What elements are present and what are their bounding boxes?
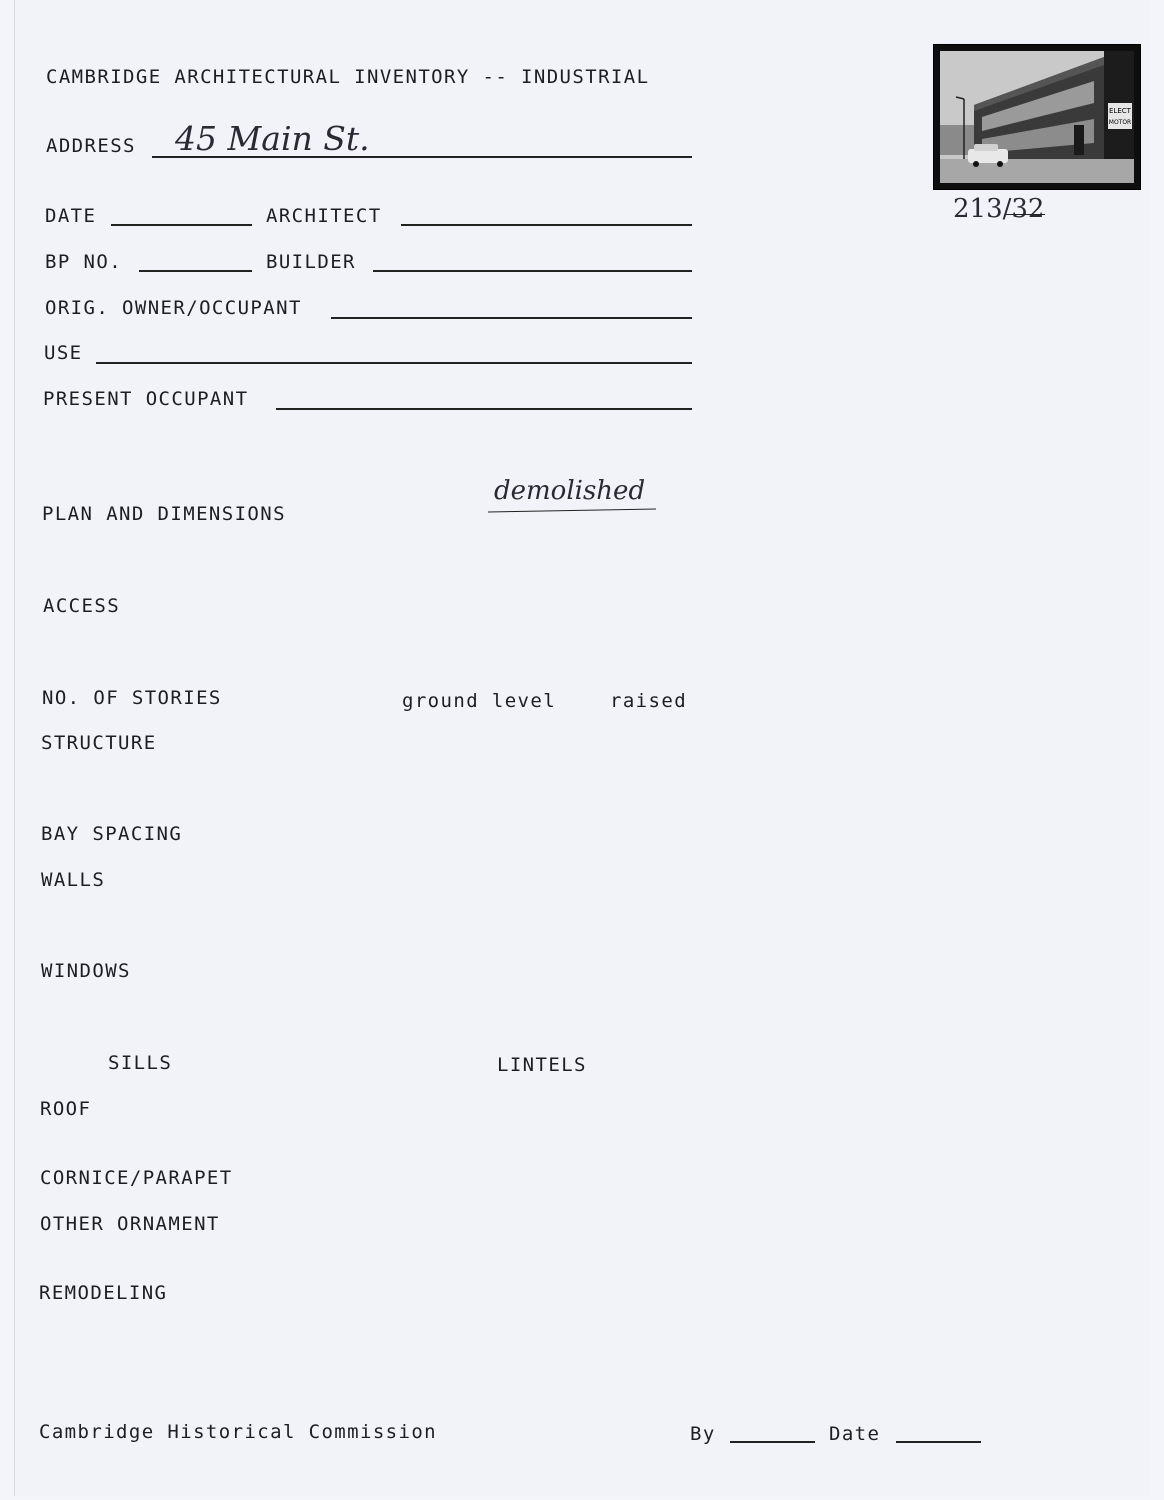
walls-label: WALLS bbox=[41, 869, 106, 891]
structure-label: STRUCTURE bbox=[41, 732, 157, 754]
orig-owner-line bbox=[331, 317, 692, 319]
roof-label: ROOF bbox=[40, 1098, 92, 1120]
stories-label: NO. OF STORIES bbox=[42, 687, 222, 709]
form-title: CAMBRIDGE ARCHITECTURAL INVENTORY -- INDUSTRIAL bbox=[46, 66, 650, 88]
builder-label: BUILDER bbox=[266, 251, 356, 273]
architect-line bbox=[401, 224, 692, 226]
remodeling-label: REMODELING bbox=[39, 1282, 168, 1304]
date-label: DATE bbox=[45, 205, 97, 227]
footer-date-line bbox=[896, 1441, 981, 1443]
use-line bbox=[96, 362, 692, 364]
plan-dimensions-label: PLAN AND DIMENSIONS bbox=[42, 503, 286, 525]
bp-number-label: BP NO. bbox=[45, 251, 123, 273]
windows-label: WINDOWS bbox=[41, 960, 131, 982]
photo-sign-text-2: MOTOR bbox=[1108, 119, 1132, 126]
address-label: ADDRESS bbox=[46, 135, 136, 157]
other-ornament-label: OTHER ORNAMENT bbox=[40, 1213, 220, 1235]
builder-line bbox=[373, 270, 692, 272]
sills-label: SILLS bbox=[108, 1052, 173, 1074]
demolished-note: demolished bbox=[494, 476, 646, 506]
bp-number-line bbox=[139, 270, 252, 272]
raised-label: raised bbox=[610, 690, 688, 712]
orig-owner-label: ORIG. OWNER/OCCUPANT bbox=[45, 297, 302, 319]
bay-spacing-label: BAY SPACING bbox=[41, 823, 183, 845]
access-label: ACCESS bbox=[43, 595, 121, 617]
architect-label: ARCHITECT bbox=[266, 205, 382, 227]
building-photo-image bbox=[934, 45, 1140, 189]
cornice-parapet-label: CORNICE/PARAPET bbox=[40, 1167, 233, 1189]
address-value: 45 Main St. bbox=[175, 119, 370, 158]
building-photo bbox=[933, 44, 1141, 190]
photo-sign-text: ELECT bbox=[1109, 107, 1131, 115]
lintels-label: LINTELS bbox=[497, 1054, 587, 1076]
ground-level-label: ground level bbox=[402, 690, 557, 712]
present-occupant-line bbox=[276, 408, 692, 410]
footer-date-label: Date bbox=[829, 1423, 881, 1445]
by-label: By bbox=[690, 1423, 716, 1445]
photo-caption-underline bbox=[1005, 214, 1045, 215]
use-label: USE bbox=[44, 342, 83, 364]
present-occupant-label: PRESENT OCCUPANT bbox=[43, 388, 249, 410]
photo-caption: 213/32 bbox=[953, 194, 1045, 224]
commission-name: Cambridge Historical Commission bbox=[39, 1421, 438, 1443]
by-line bbox=[730, 1441, 815, 1443]
date-line bbox=[111, 224, 252, 226]
